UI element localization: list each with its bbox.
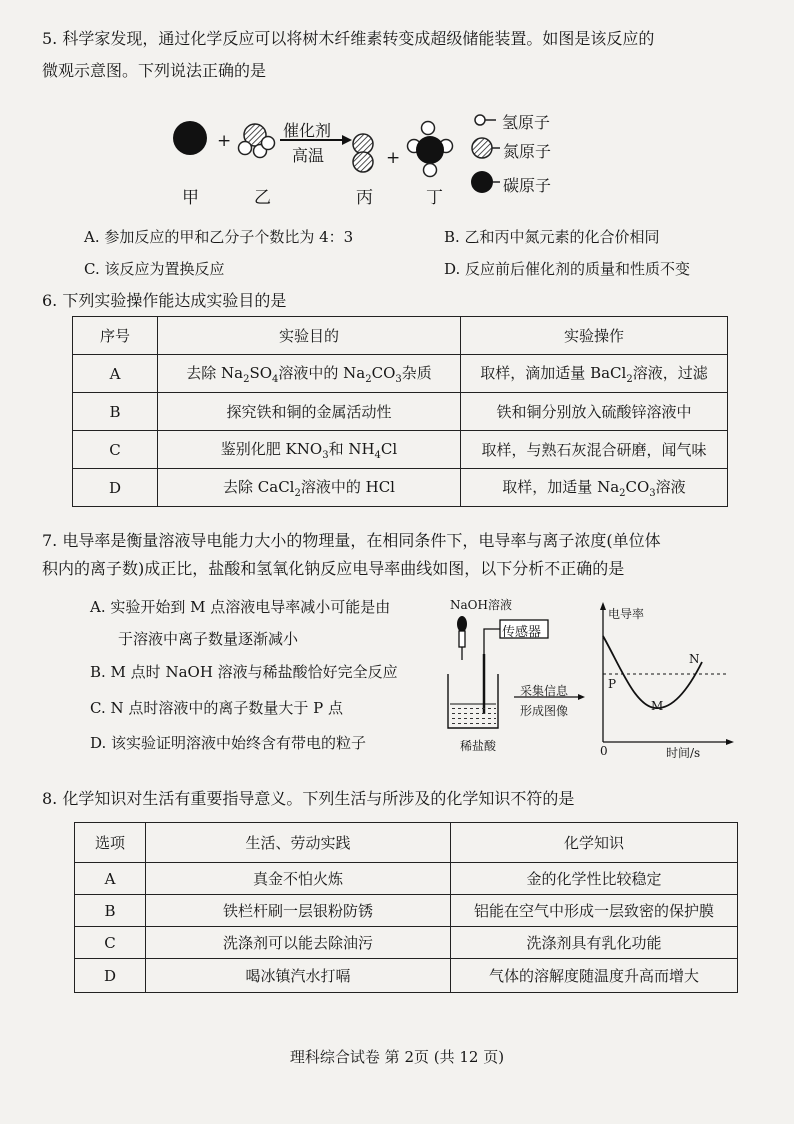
table-row [75, 927, 738, 959]
row-practice: 洗涤剂可以能去除油污 [146, 927, 451, 959]
row-knowledge: 洗涤剂具有乳化功能 [451, 927, 738, 959]
row-id: A [75, 863, 146, 895]
row-purpose: 探究铁和铜的金属活动性 [158, 393, 461, 431]
row-id: C [75, 927, 146, 959]
molecule-jia [173, 121, 207, 155]
legend-hydrogen: 氢原子 [502, 113, 551, 132]
table-row [73, 355, 728, 393]
row-practice: 喝冰镇汽水打嗝 [146, 959, 451, 993]
table-header-row [75, 823, 738, 863]
legend-hydrogen-icon [475, 115, 485, 125]
legend-carbon-icon [471, 171, 493, 193]
point-m: M [651, 699, 664, 713]
label-form-image: 形成图像 [520, 704, 569, 718]
label-dilute-hcl: 稀盐酸 [460, 739, 497, 753]
q7-stem-line2: 积内的离子数)成正比，盐酸和氢氧化钠反应电导率曲线如图，以下分析不正确的是 [42, 559, 625, 578]
graph-ylabel: 电导率 [608, 607, 645, 621]
row-id: D [73, 469, 158, 507]
q5-option-d: D. 反应前后催化剂的质量和性质不变 [444, 260, 691, 278]
conductivity-curve [603, 636, 702, 708]
row-knowledge: 金的化学性比较稳定 [451, 863, 738, 895]
legend-carbon: 碳原子 [503, 176, 552, 195]
label-ding: 丁 [426, 188, 443, 208]
graph-xlabel: 时间/s [666, 746, 701, 760]
table-row [73, 469, 728, 507]
q6-stem: 6. 下列实验操作能达成实验目的是 [42, 291, 287, 310]
row-knowledge: 铝能在空气中形成一层致密的保护膜 [451, 895, 738, 927]
q5-stem-line1: 5. 科学家发现，通过化学反应可以将树木纤维素转变成超级储能装置。如图是该反应的 [42, 29, 655, 48]
row-practice: 铁栏杆刷一层银粉防锈 [146, 895, 451, 927]
row-operation: 取样，加适量 $Na_2CO_3$溶液 [461, 469, 728, 507]
q7-option-a-line2: 于溶液中离子数量逐渐减小 [118, 630, 299, 648]
label-naoh-solution: NaOH溶液 [450, 598, 512, 612]
molecule-ding [408, 122, 453, 177]
row-practice: 真金不怕火炼 [146, 863, 451, 895]
row-id: C [73, 431, 158, 469]
point-n: N [689, 652, 700, 666]
table-row [73, 393, 728, 431]
q8-stem: 8. 化学知识对生活有重要指导意义。下列生活与所涉及的化学知识不符的是 [42, 789, 575, 808]
arrow-label-high-temp: 高温 [292, 146, 325, 165]
molecule-yi [239, 124, 275, 158]
row-id: B [75, 895, 146, 927]
header-cell: 序号 [73, 317, 158, 355]
row-knowledge: 气体的溶解度随温度升高而增大 [451, 959, 738, 993]
header-cell: 选项 [75, 823, 146, 863]
molecule-bing [353, 134, 373, 172]
table-row [75, 863, 738, 895]
row-purpose: 去除 $Na_2SO_4$溶液中的 $Na_2CO_3$杂质 [158, 355, 461, 393]
label-sensor: 传感器 [502, 625, 542, 640]
legend-nitrogen-icon [472, 138, 492, 158]
row-operation: 铁和铜分别放入硫酸锌溶液中 [461, 393, 728, 431]
row-operation: 取样，与熟石灰混合研磨，闻气味 [461, 431, 728, 469]
point-p: P [608, 677, 617, 691]
row-id: A [73, 355, 158, 393]
table-header-row [73, 317, 728, 355]
q7-stem-line1: 7. 电导率是衡量溶液导电能力大小的物理量，在相同条件下，电导率与离子浓度(单位体 [42, 531, 661, 550]
row-id: B [73, 393, 158, 431]
row-operation: 取样，滴加适量 BaCl$_2$溶液，过滤 [461, 355, 728, 393]
table-row [75, 959, 738, 993]
row-id: D [75, 959, 146, 993]
header-cell: 化学知识 [451, 823, 738, 863]
q5-option-b: B. 乙和丙中氮元素的化合价相同 [444, 228, 660, 246]
q6-table [72, 316, 728, 507]
arrow-label-catalyst: 催化剂 [283, 121, 332, 140]
table-row [75, 895, 738, 927]
q5-stem-line2: 微观示意图。下列说法正确的是 [42, 61, 267, 80]
header-cell: 实验目的 [158, 317, 461, 355]
beaker-icon [448, 674, 498, 728]
q7-option-a-line1: A. 实验开始到 M 点溶液电导率减小可能是由 [90, 598, 391, 616]
graph-origin: 0 [600, 744, 608, 758]
label-bing: 丙 [356, 188, 373, 208]
q5-option-a: A. 参加反应的甲和乙分子个数比为 4：3 [84, 228, 354, 246]
plus-sign-2: + [386, 148, 401, 168]
q5-option-c: C. 该反应为置换反应 [84, 260, 225, 278]
q7-option-d: D. 该实验证明溶液中始终含有带电的粒子 [90, 734, 367, 752]
row-purpose: 鉴别化肥 $KNO_3$和 $NH_4Cl$ [158, 431, 461, 469]
plus-sign-1: + [217, 131, 232, 151]
dropper-icon [457, 616, 467, 660]
page-footer: 理科综合试卷 第 2页 (共 12 页) [289, 1048, 505, 1066]
label-jia: 甲 [182, 188, 199, 208]
q8-table [74, 822, 738, 993]
header-cell: 实验操作 [461, 317, 728, 355]
q7-option-c: C. N 点时溶液中的离子数量大于 P 点 [90, 699, 344, 717]
label-yi: 乙 [254, 188, 271, 208]
table-row [73, 431, 728, 469]
q7-option-b: B. M 点时 NaOH 溶液与稀盐酸恰好完全反应 [90, 663, 398, 681]
row-purpose: 去除 CaCl$_2$溶液中的 HCl [158, 469, 461, 507]
label-collect-info: 采集信息 [520, 684, 569, 698]
legend-nitrogen: 氮原子 [503, 142, 552, 161]
header-cell: 生活、劳动实践 [146, 823, 451, 863]
